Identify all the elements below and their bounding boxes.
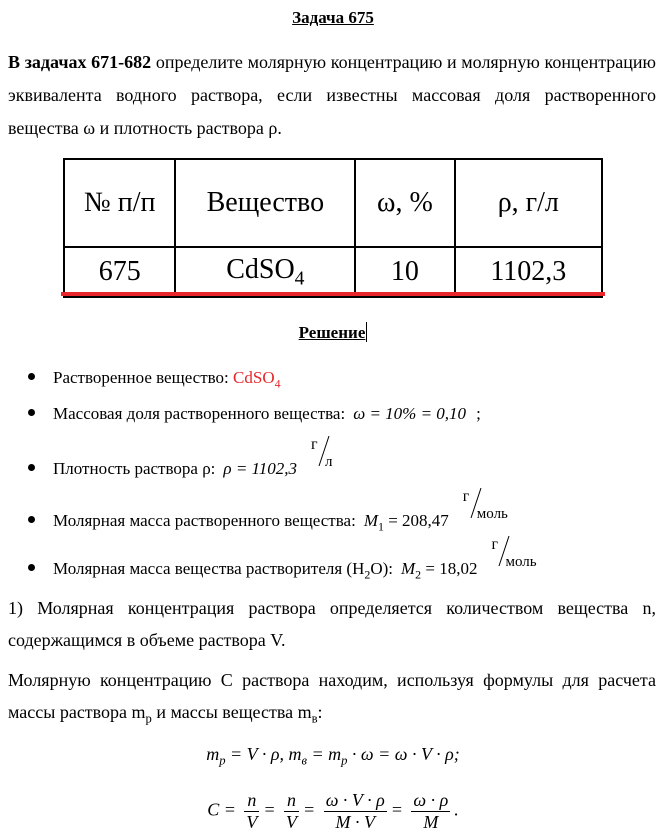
unit-g-per-mol: г моль bbox=[491, 536, 537, 570]
unit-g-per-l: г л bbox=[311, 436, 333, 470]
data-table bbox=[63, 158, 603, 298]
cell-rho: 1102,3 bbox=[455, 247, 602, 297]
problem-range: В задачах 671-682 bbox=[8, 52, 152, 72]
fraction: $\frac{n}{V}$ bbox=[246, 790, 258, 832]
cell-substance: CdSO$_4$ bbox=[175, 247, 355, 297]
unit-g-per-mol: г моль bbox=[462, 488, 508, 522]
cell-number: 675 bbox=[64, 247, 175, 297]
molar-mass-2-formula: $M_2 = 18,02$ bbox=[401, 559, 478, 582]
problem-statement bbox=[8, 46, 656, 145]
table-row bbox=[64, 247, 602, 297]
bullet-density: Плотность раствора ρ: ρ = 1102,3 г л bbox=[28, 446, 365, 479]
text-cursor bbox=[366, 322, 367, 342]
solution-title: Решение bbox=[298, 323, 366, 342]
bullet-dot bbox=[28, 564, 35, 571]
red-underline bbox=[61, 292, 605, 296]
problem-title: Задача 675 bbox=[292, 8, 374, 27]
header-number: № п/п bbox=[64, 159, 175, 247]
mass-fraction-formula: ω = 10% = 0,10 bbox=[353, 404, 467, 423]
header-substance: Вещество bbox=[175, 159, 355, 247]
fraction: $\frac{\omega \cdot \rho}{M}$ bbox=[413, 790, 449, 832]
density-formula: ρ = 1102,3 bbox=[223, 459, 298, 478]
formula-masses: $m_р = V \cdot \rho$, $m_в = m_р \cdot \omega = \omega \cdot V \cdot \rho$; bbox=[206, 744, 460, 768]
molar-mass-1-formula: $M_1 = 208,47$ bbox=[363, 511, 449, 534]
bullet-dot bbox=[28, 373, 35, 380]
formula-concentration: C = $\frac{n}{V}$ = $\frac{n}{V}$ = $\frac{\omega \cdot V \cdot \rho}{M \cdot V}$ = $\frac{\omega \cdot \rho}{M}$ . bbox=[207, 790, 459, 832]
cell-omega: 10 bbox=[355, 247, 454, 297]
paragraph-molar-method: Молярную концентрацию C раствора находим, используя формулы для расчета массы раствора $m_р$ и массы вещества $m_в$: bbox=[8, 670, 656, 726]
header-rho: ρ, г/л bbox=[455, 159, 602, 247]
solute-formula: CdSO$_4$ bbox=[233, 368, 281, 391]
bullet-dot bbox=[28, 516, 35, 523]
fraction: $\frac{n}{V}$ bbox=[286, 790, 298, 832]
bullet-mass-fraction: Массовая доля растворенного вещества: ω = 10% = 0,10 ; bbox=[28, 404, 481, 424]
paragraph-molar-definition: 1) Молярная концентрация раствора определяется количеством вещества n, содержащимся в объеме раствора V. bbox=[8, 598, 656, 650]
problem-text: определите молярную концентрацию и молярную концентрацию эквивалента водного раствора, если известны массовая доля растворенного вещества ω и плотность раствора ρ. bbox=[8, 52, 656, 138]
fraction: $\frac{\omega \cdot V \cdot \rho}{M \cdot V}$ bbox=[325, 790, 385, 832]
table-header-row bbox=[64, 159, 602, 247]
bullet-molar-mass-solvent: Молярная масса вещества растворителя $(H_2O)$: $M_2 = 18,02$ г моль bbox=[28, 546, 545, 582]
bullet-dot bbox=[28, 409, 35, 416]
bullet-solute: Растворенное вещество: CdSO$_4$ bbox=[28, 368, 281, 391]
bullet-dot bbox=[28, 464, 35, 471]
header-omega: ω, % bbox=[355, 159, 454, 247]
bullet-molar-mass-solute: Молярная масса растворенного вещества: $M_1 = 208,47$ г моль bbox=[28, 498, 517, 534]
